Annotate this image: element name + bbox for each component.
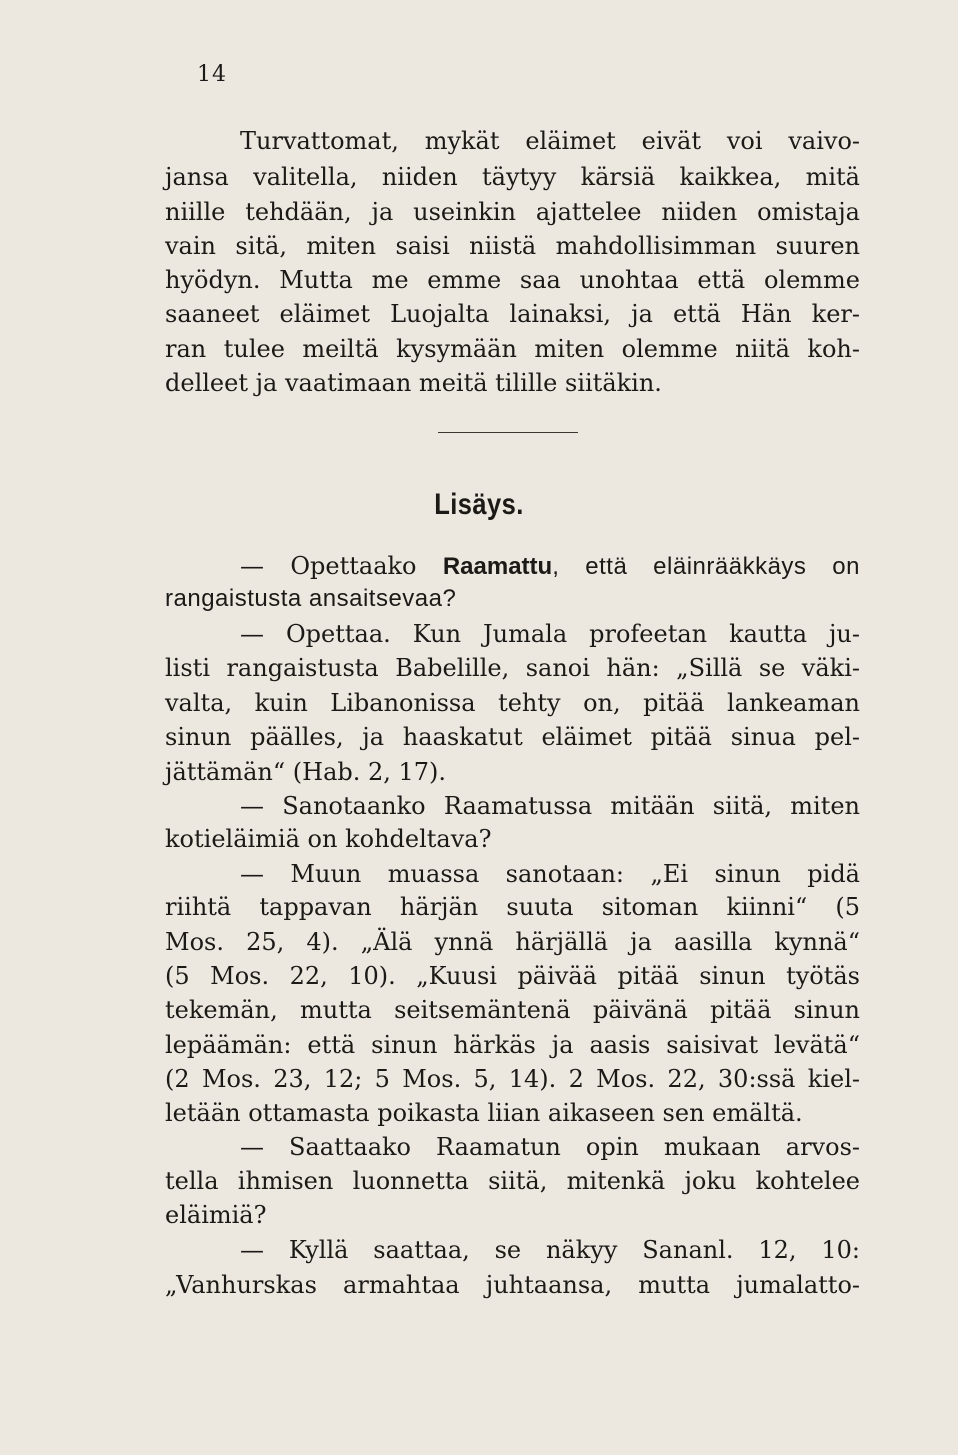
text-line: ran tulee meiltä kysymään miten olemme niitä koh- [165,335,860,363]
text-line: jansa valitella, niiden täytyy kärsiä kaikkea, mitä [165,163,860,191]
text-line: hyödyn. Mutta me emme saa unohtaa että olemme [165,266,860,294]
answer-line: valta, kuin Libanonissa tehty on, pitää lankeaman [165,689,860,717]
text-line: delleet ja vaatimaan meitä tilille siitäkin. [165,369,662,397]
answer-line: „Vanhurskas armahtaa juhtaansa, mutta jumalatto- [165,1271,860,1299]
answer-line: (2 Mos. 23, 12; 5 Mos. 5, 14). 2 Mos. 22, 30:ssä kiel- [165,1065,860,1093]
answer-line: — Kyllä saattaa, se näkyy Sananl. 12, 10: [240,1236,860,1264]
text-line: vain sitä, miten saisi niistä mahdollisimman suuren [165,232,860,260]
question-line: — Saattaako Raamatun opin mukaan arvos- [240,1133,860,1161]
question-line: eläimiä? [165,1201,267,1229]
question-text: — Opettaako [240,552,443,580]
question-line: — Sanotaanko Raamatussa mitään siitä, miten [240,792,860,820]
answer-line: sinun päälles, ja haaskatut eläimet pitää sinua pel- [165,723,860,751]
answer-line: — Opettaa. Kun Jumala profeetan kautta ju- [240,620,860,648]
answer-line: riihtä tappavan härjän suuta sitoman kiinni“ (5 [165,893,860,921]
section-divider [438,432,578,433]
answer-line: lepäämän: että sinun härkäs ja aasis saisivat levätä“ [165,1031,860,1059]
emphasized-word: Raamattu [442,553,553,580]
question-text: , että eläinrääkkäys on [552,553,860,580]
question-line [240,549,860,583]
answer-line: jättämän“ (Hab. 2, 17). [165,758,447,786]
page-number: 14 [197,62,227,87]
text-line: saaneet eläimet Luojalta lainaksi, ja että Hän ker- [165,300,860,328]
answer-line: listi rangaistusta Babelille, sanoi hän: „Sillä se väki- [165,654,860,682]
question-line: rangaistusta ansaitsevaa? [165,585,457,612]
question-line: tella ihmisen luonnetta siitä, mitenkä joku kohtelee [165,1167,860,1195]
text-line: niille tehdään, ja useinkin ajattelee niiden omistaja [165,198,860,226]
section-heading: Lisäys. [434,488,524,521]
text-line: Turvattomat, mykät eläimet eivät voi vaivo- [240,127,860,155]
answer-line: (5 Mos. 22, 10). „Kuusi päivää pitää sinun työtäs [165,962,860,990]
answer-line: Mos. 25, 4). „Älä ynnä härjällä ja aasilla kynnä“ [165,928,860,956]
answer-line: tekemän, mutta seitsemäntenä päivänä pitää sinun [165,996,860,1024]
answer-line: letään ottamasta poikasta liian aikaseen sen emältä. [165,1099,803,1127]
answer-line: — Muun muassa sanotaan: „Ei sinun pidä [240,860,860,888]
question-line: kotieläimiä on kohdeltava? [165,825,492,853]
